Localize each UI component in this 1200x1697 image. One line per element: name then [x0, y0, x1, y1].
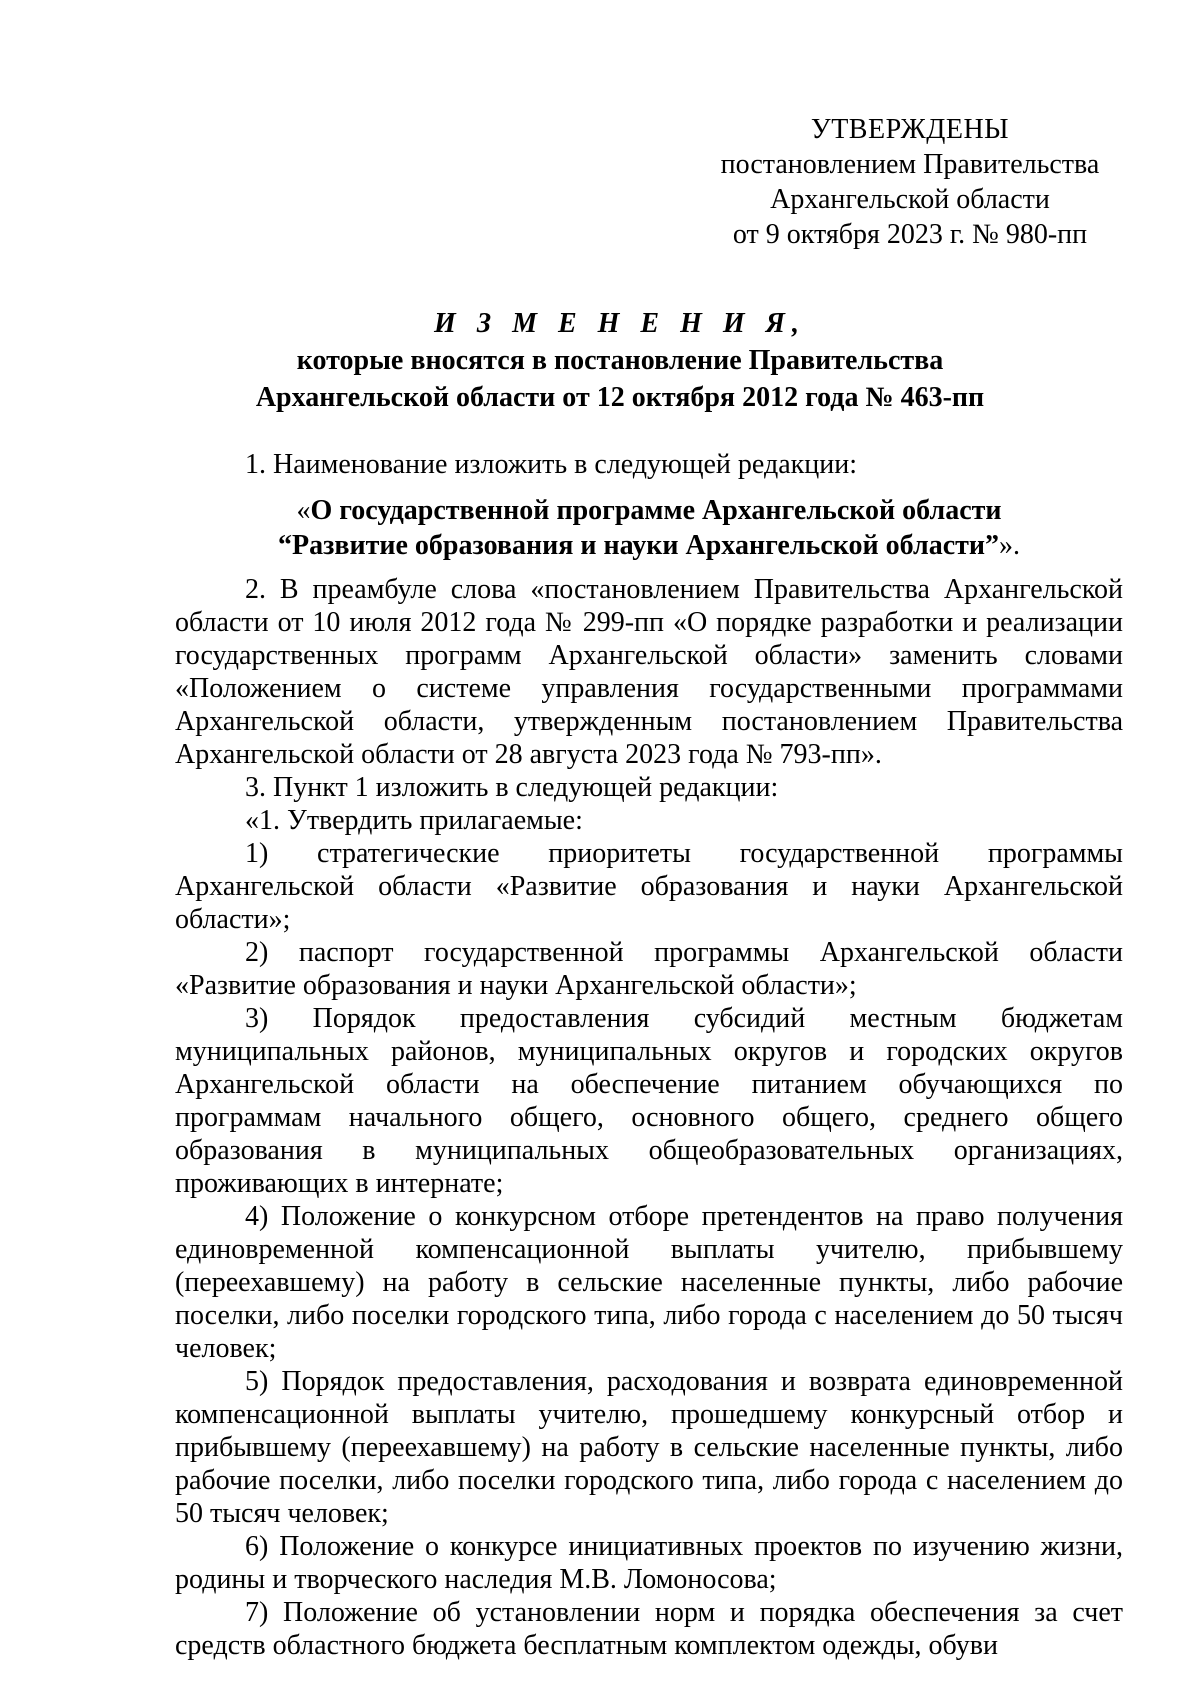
paragraph-1: 1. Наименование изложить в следующей редакции:: [245, 449, 857, 480]
list-item-3: 3) Порядок предоставления субсидий местным бюджетам муниципальных районов, муниципальных округов и городских округов Архангельской области на обеспечение питанием обучающихся по программам начального общего, основного общего, среднего общего образования в муниципальных общеобразовательных организациях, проживающих в интернате;: [175, 1003, 1123, 1199]
quote-close-mark: ».: [999, 530, 1021, 561]
new-title-quote: [175, 493, 1123, 563]
list-item-2: 2) паспорт государственной программы Архангельской области «Развитие образования и науки Архангельской области»;: [175, 937, 1123, 1001]
title-heading: И З М Е Н Е Н И Я,: [434, 308, 806, 339]
document-body: [175, 448, 1123, 1662]
approval-line-2: постановлением Правительства: [720, 149, 1100, 180]
document-title: [120, 305, 1120, 416]
approval-heading: УТВЕРЖДЕНЫ: [810, 114, 1010, 145]
list-item-1: 1) стратегические приоритеты государственной программы Архангельской области «Развитие образования и науки Архангельской области»;: [175, 838, 1123, 935]
approval-line-3: Архангельской области: [770, 184, 1050, 215]
paragraph-2: 2. В преамбуле слова «постановлением Правительства Архангельской области от 10 июля 2012 года № 299-пп «О порядке разработки и реализации государственных программ Архангельской области» заменить словами «Положением о системе управления государственными программами Архангельской области, утвержденным постановлением Правительства Архангельской области от 28 августа 2023 года № 793-пп».: [175, 574, 1123, 770]
paragraph-4: «1. Утвердить прилагаемые:: [245, 805, 583, 836]
list-item-4: 4) Положение о конкурсном отборе претендентов на право получения единовременной компенсационной выплаты учителю, прибывшему (переехавшему) на работу в сельские населенные пункты, либо рабочие поселки, либо поселки городского типа, либо города с населением до 50 тысяч человек;: [175, 1201, 1123, 1364]
paragraph-3: 3. Пункт 1 изложить в следующей редакции:: [245, 772, 779, 803]
approval-date-number: от 9 октября 2023 г. № 980-пп: [732, 219, 1088, 250]
title-line-2: которые вносятся в постановление Правительства: [296, 345, 944, 376]
list-item-6: 6) Положение о конкурсе инициативных проектов по изучению жизни, родины и творческого наследия М.В. Ломоносова;: [175, 1531, 1123, 1595]
list-item-5: 5) Порядок предоставления, расходования и возврата единовременной компенсационной выплаты учителю, прошедшему конкурсный отбор и прибывшему (переехавшему) на работу в сельские населенные пункты, либо рабочие поселки, либо поселки городского типа, либо города с населением до 50 тысяч человек;: [175, 1366, 1123, 1529]
quote-open-mark: «: [296, 495, 311, 526]
quote-line-2: “Развитие образования и науки Архангельской области”: [277, 530, 1000, 561]
title-line-3: Архангельской области от 12 октября 2012 года № 463-пп: [255, 382, 985, 413]
approval-stamp: [700, 112, 1120, 252]
list-item-7: 7) Положение об установлении норм и порядка обеспечения за счет средств областного бюджета бесплатным комплектом одежды, обуви: [175, 1597, 1123, 1661]
quote-line-1: О государственной программе Архангельской области: [310, 495, 1002, 526]
